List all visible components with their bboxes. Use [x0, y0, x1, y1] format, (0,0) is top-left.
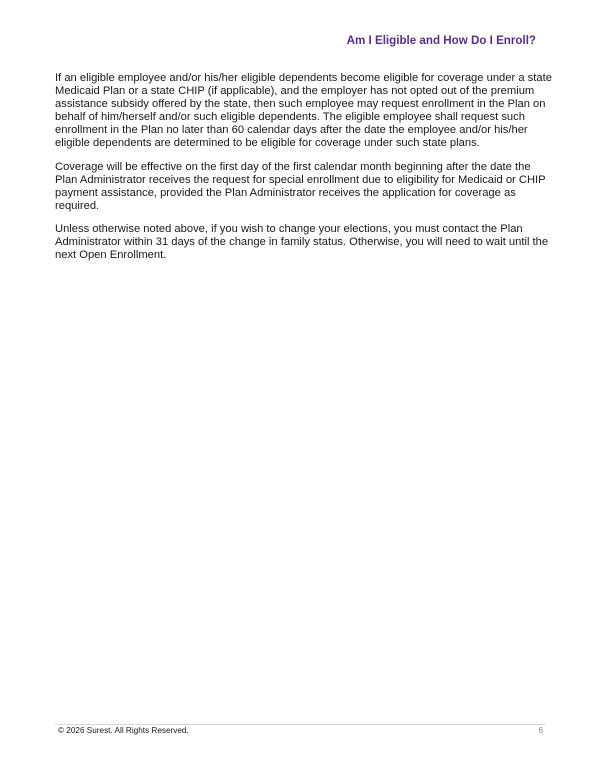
paragraph-coverage-effective-date: Coverage will be effective on the first day of the first calendar month beginning after the date the Plan Administrator receives the request for special enrollment due to eligibility for Medicaid or CHIP payment assistance, provided the Plan Administrator receives the application for coverage as required.	[55, 160, 546, 212]
document-body	[55, 72, 555, 272]
footer-copyright: © 2026 Surest. All Rights Reserved.	[58, 726, 189, 735]
paragraph-change-elections: Unless otherwise noted above, if you wish to change your elections, you must contact the Plan Administrator within 31 days of the change in family status. Otherwise, you will need to wait until the next Open Enrollment.	[55, 222, 549, 262]
page-footer	[55, 724, 546, 740]
paragraph-medicaid-chip-eligibility: If an eligible employee and/or his/her eligible dependents become eligible for coverage under a state Medicaid Plan or a state CHIP (if applicable), and the employer has not opted out of the premium assistance subsidy offered by the state, then such employee may request enrollment in the Plan on behalf of him/herself and/or such eligible dependents. The eligible employee shall request such enrollment in the Plan no later than 60 calendar days after the date the employee and/or his/her eligible dependents are determined to be eligible for coverage under such state plans.	[55, 72, 552, 150]
page-header-title: Am I Eligible and How Do I Enroll?	[346, 34, 536, 47]
page-number: 6	[538, 726, 543, 735]
